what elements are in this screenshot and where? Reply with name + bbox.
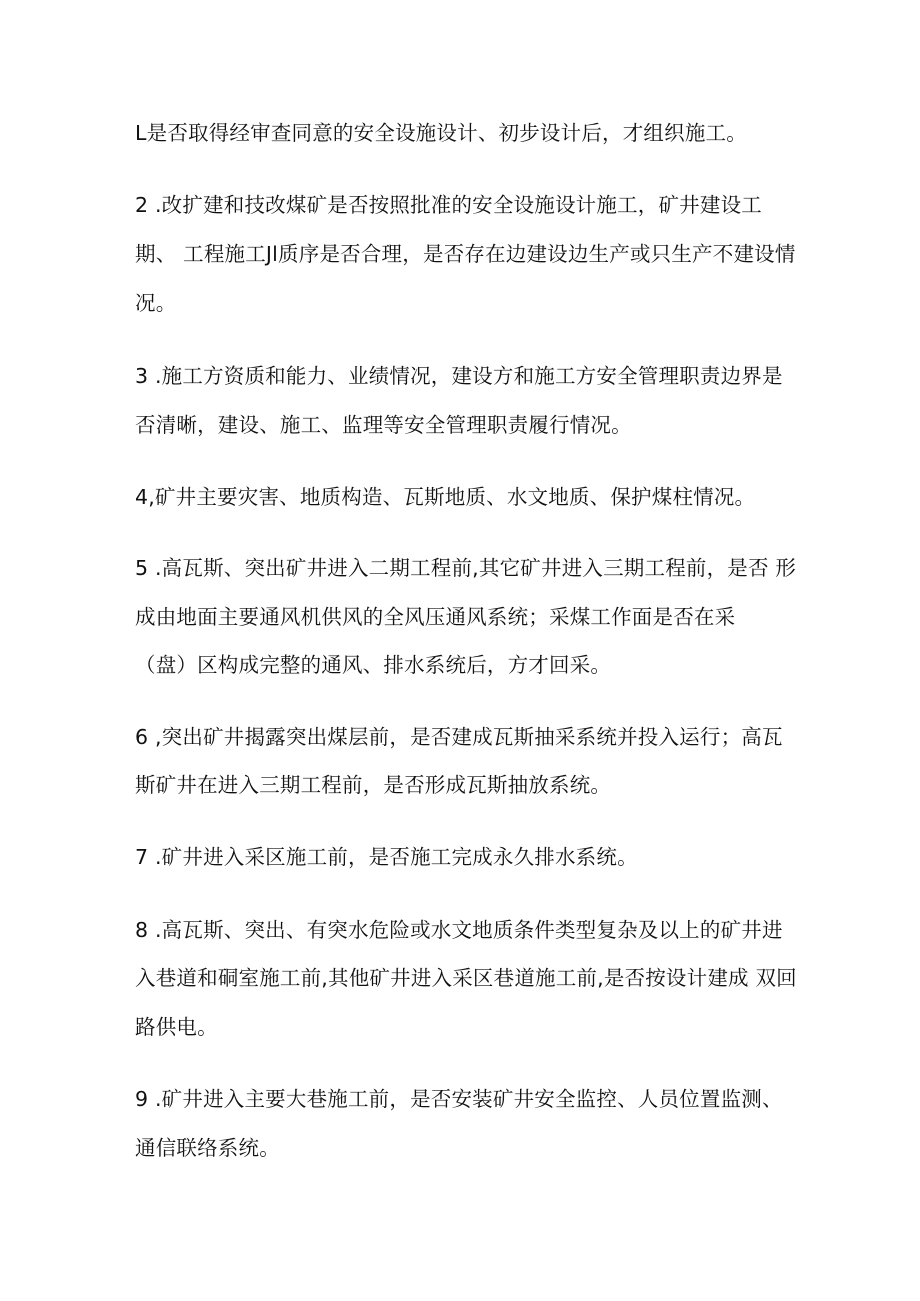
paragraph-line: 4,矿井主要灾害、地质构造、瓦斯地质、水文地质、保护煤柱情况。 bbox=[135, 485, 756, 509]
paragraph-line: 否清晰，建设、施工、监理等安全管理职责履行情况。 bbox=[135, 413, 632, 437]
paragraph-line: 5 .高瓦斯、突出矿井进入二期工程前,其它矿井进入三期工程前，是否 形 bbox=[135, 556, 797, 580]
paragraph-line: 斯矿井在进入三期工程前，是否形成瓦斯抽放系统。 bbox=[135, 773, 612, 797]
paragraph-line: 6 ,突出矿井揭露突出煤层前，是否建成瓦斯抽采系统并投入运行；高瓦 bbox=[135, 725, 783, 749]
paragraph-line: 通信联络系统。 bbox=[135, 1136, 280, 1160]
paragraph-line: 2 .改扩建和技改煤矿是否按照批准的安全设施设计施工，矿井建设工 bbox=[135, 193, 762, 217]
paragraph-line: 8 .高瓦斯、突出、有突水危险或水文地质条件类型复杂及以上的矿井进 bbox=[135, 918, 783, 942]
paragraph-line: 9 .矿井进入主要大巷施工前，是否安装矿井安全监控、人员位置监测、 bbox=[135, 1087, 783, 1111]
paragraph-line: （盘）区构成完整的通风、排水系统后，方才回采。 bbox=[135, 653, 612, 677]
paragraph-line: 3 .施工方资质和能力、业绩情况，建设方和施工方安全管理职责边界是 bbox=[135, 364, 783, 388]
paragraph-line: 入巷道和硐室施工前,其他矿井进入采区巷道施工前,是否按设计建成 双回 bbox=[135, 966, 797, 990]
paragraph-line: 路供电。 bbox=[135, 1015, 218, 1039]
paragraph-line: 况。 bbox=[135, 291, 177, 315]
paragraph-line: 成由地面主要通风机供风的全风压通风系统；采煤工作面是否在采 bbox=[135, 605, 736, 629]
paragraph-line: L是否取得经审查同意的安全设施设计、初步设计后，才组织施工。 bbox=[135, 121, 747, 145]
paragraph-line: 7 .矿井进入采区施工前，是否施工完成永久排水系统。 bbox=[135, 845, 638, 869]
paragraph-line: 期、 工程施工Jl质序是否合理，是否存在边建设边生产或只生产不建设情 bbox=[135, 242, 796, 266]
